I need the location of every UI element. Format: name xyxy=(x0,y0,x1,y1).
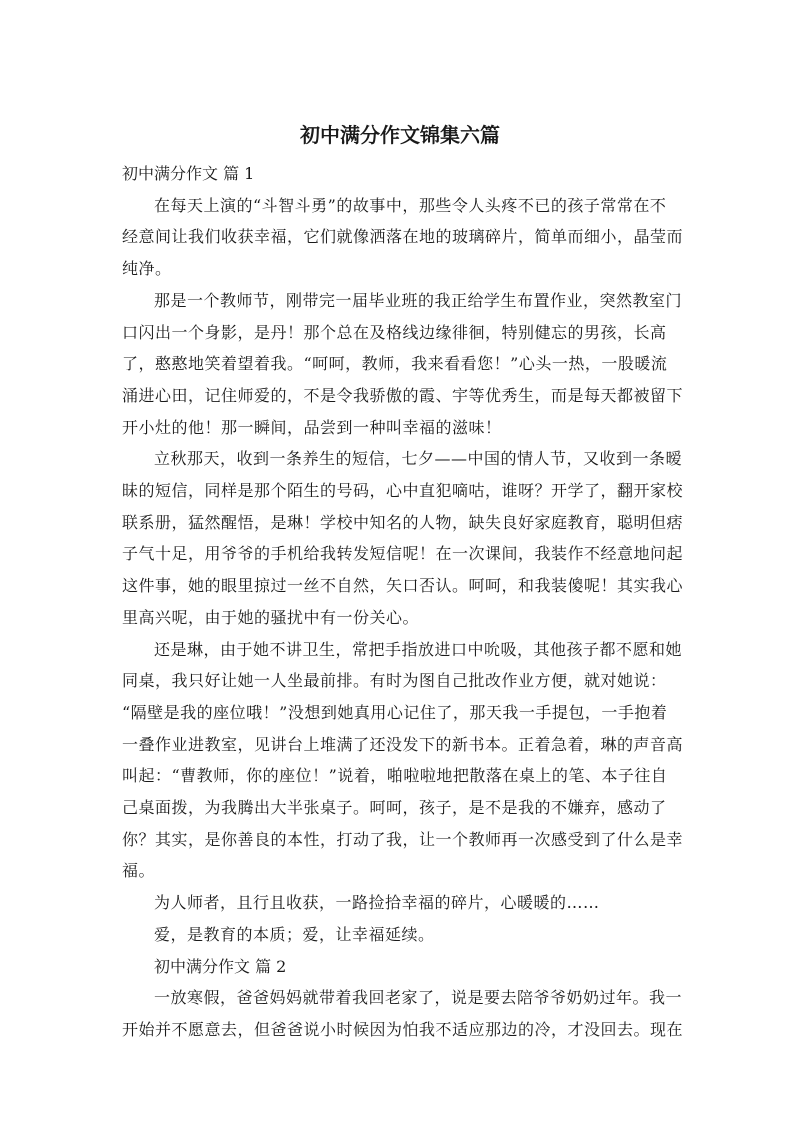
text-line: 一放寒假，爸爸妈妈就带着我回老家了，说是要去陪爷爷奶奶过年。我一 xyxy=(154,988,683,1008)
text-line: 立秋那天，收到一条养生的短信，七夕——中国的情人节，又收到一条暧 xyxy=(154,449,683,469)
text-line: “隔壁是我的座位哦！”没想到她真用心记住了，那天我一手提包，一手抱着 xyxy=(122,702,668,722)
text-line: 里高兴呢，由于她的骚扰中有一份关心。 xyxy=(122,607,420,627)
text-line: 同桌，我只好让她一人坐最前排。有时为图自己批改作业方便，就对她说： xyxy=(122,671,667,691)
text-line: 开小灶的他！那一瞬间，品尝到一种叫幸福的滋味！ xyxy=(122,417,502,437)
text-line: 爱，是教育的本质；爱，让幸福延续。 xyxy=(154,924,435,944)
paragraph xyxy=(122,919,682,951)
text-line: 涌进心田，记住师爱的，不是令我骄傲的霞、宇等优秀生，而是每天都被留下 xyxy=(122,385,684,405)
paragraph xyxy=(122,190,682,285)
text-line: 纯净。 xyxy=(122,259,172,279)
text-line: 一叠作业进教室，见讲台上堆满了还没发下的新书本。正着急着，琳的声音高 xyxy=(122,734,684,754)
text-line: 这件事，她的眼里掠过一丝不自然，矢口否认。呵呵，和我装傻呢！其实我心 xyxy=(122,576,684,596)
text-line: 子气十足，用爷爷的手机给我转发短信呢！在一次课间，我装作不经意地问起 xyxy=(122,544,684,564)
text-line: 叫起：“曹教师，你的座位！”说着，啪啦啦地把散落在桌上的笔、本子往自 xyxy=(122,766,668,786)
section-heading: 初中满分作文 篇 2 xyxy=(154,956,287,976)
text-line: 口闪出一个身影，是丹！那个总在及格线边缘徘徊，特别健忘的男孩，长高 xyxy=(122,322,667,342)
document-body xyxy=(122,158,682,1046)
section-2 xyxy=(122,951,682,1046)
text-line: 在每天上演的“斗智斗勇”的故事中，那些令人头疼不已的孩子常常在不 xyxy=(154,195,667,215)
text-line: 了，憨憨地笑着望着我。“呵呵，教师，我来看看您！”心头一热，一股暖流 xyxy=(122,354,668,374)
paragraph xyxy=(122,887,682,919)
paragraph xyxy=(122,634,682,888)
text-line: 己桌面拨，为我腾出大半张桌子。呵呵，孩子，是不是我的不嫌弃，感动了 xyxy=(122,798,667,818)
text-line: 你？其实，是你善良的本性，打动了我，让一个教师再一次感受到了什么是幸 xyxy=(122,829,684,849)
section-1 xyxy=(122,158,682,951)
section-heading: 初中满分作文 篇 1 xyxy=(122,164,255,183)
text-line: 那是一个教师节，刚带完一届毕业班的我正给学生布置作业，突然教室门 xyxy=(154,290,683,310)
text-line: 昧的短信，同样是那个陌生的号码，心中直犯嘀咕，谁呀？开学了，翻开家校 xyxy=(122,481,684,501)
paragraph xyxy=(122,285,682,444)
paragraph xyxy=(122,443,682,633)
text-line: 联系册，猛然醒悟，是琳！学校中知名的人物，缺失良好家庭教育，聪明但痞 xyxy=(122,512,684,532)
text-line: 福。 xyxy=(122,861,156,881)
document-title: 初中满分作文锦集六篇 xyxy=(300,123,500,147)
text-line: 经意间让我们收获幸福，它们就像洒落在地的玻璃碎片，简单而细小，晶莹而 xyxy=(122,227,684,247)
text-line: 开始并不愿意去，但爸爸说小时候因为怕我不适应那边的冷，才没回去。现在 xyxy=(122,1019,684,1039)
paragraph xyxy=(122,982,682,1045)
text-line: 还是琳，由于她不讲卫生，常把手指放进口中吮吸，其他孩子都不愿和她 xyxy=(154,639,683,659)
text-line: 为人师者，且行且收获，一路捡拾幸福的碎片，心暖暖的…… xyxy=(154,893,600,913)
